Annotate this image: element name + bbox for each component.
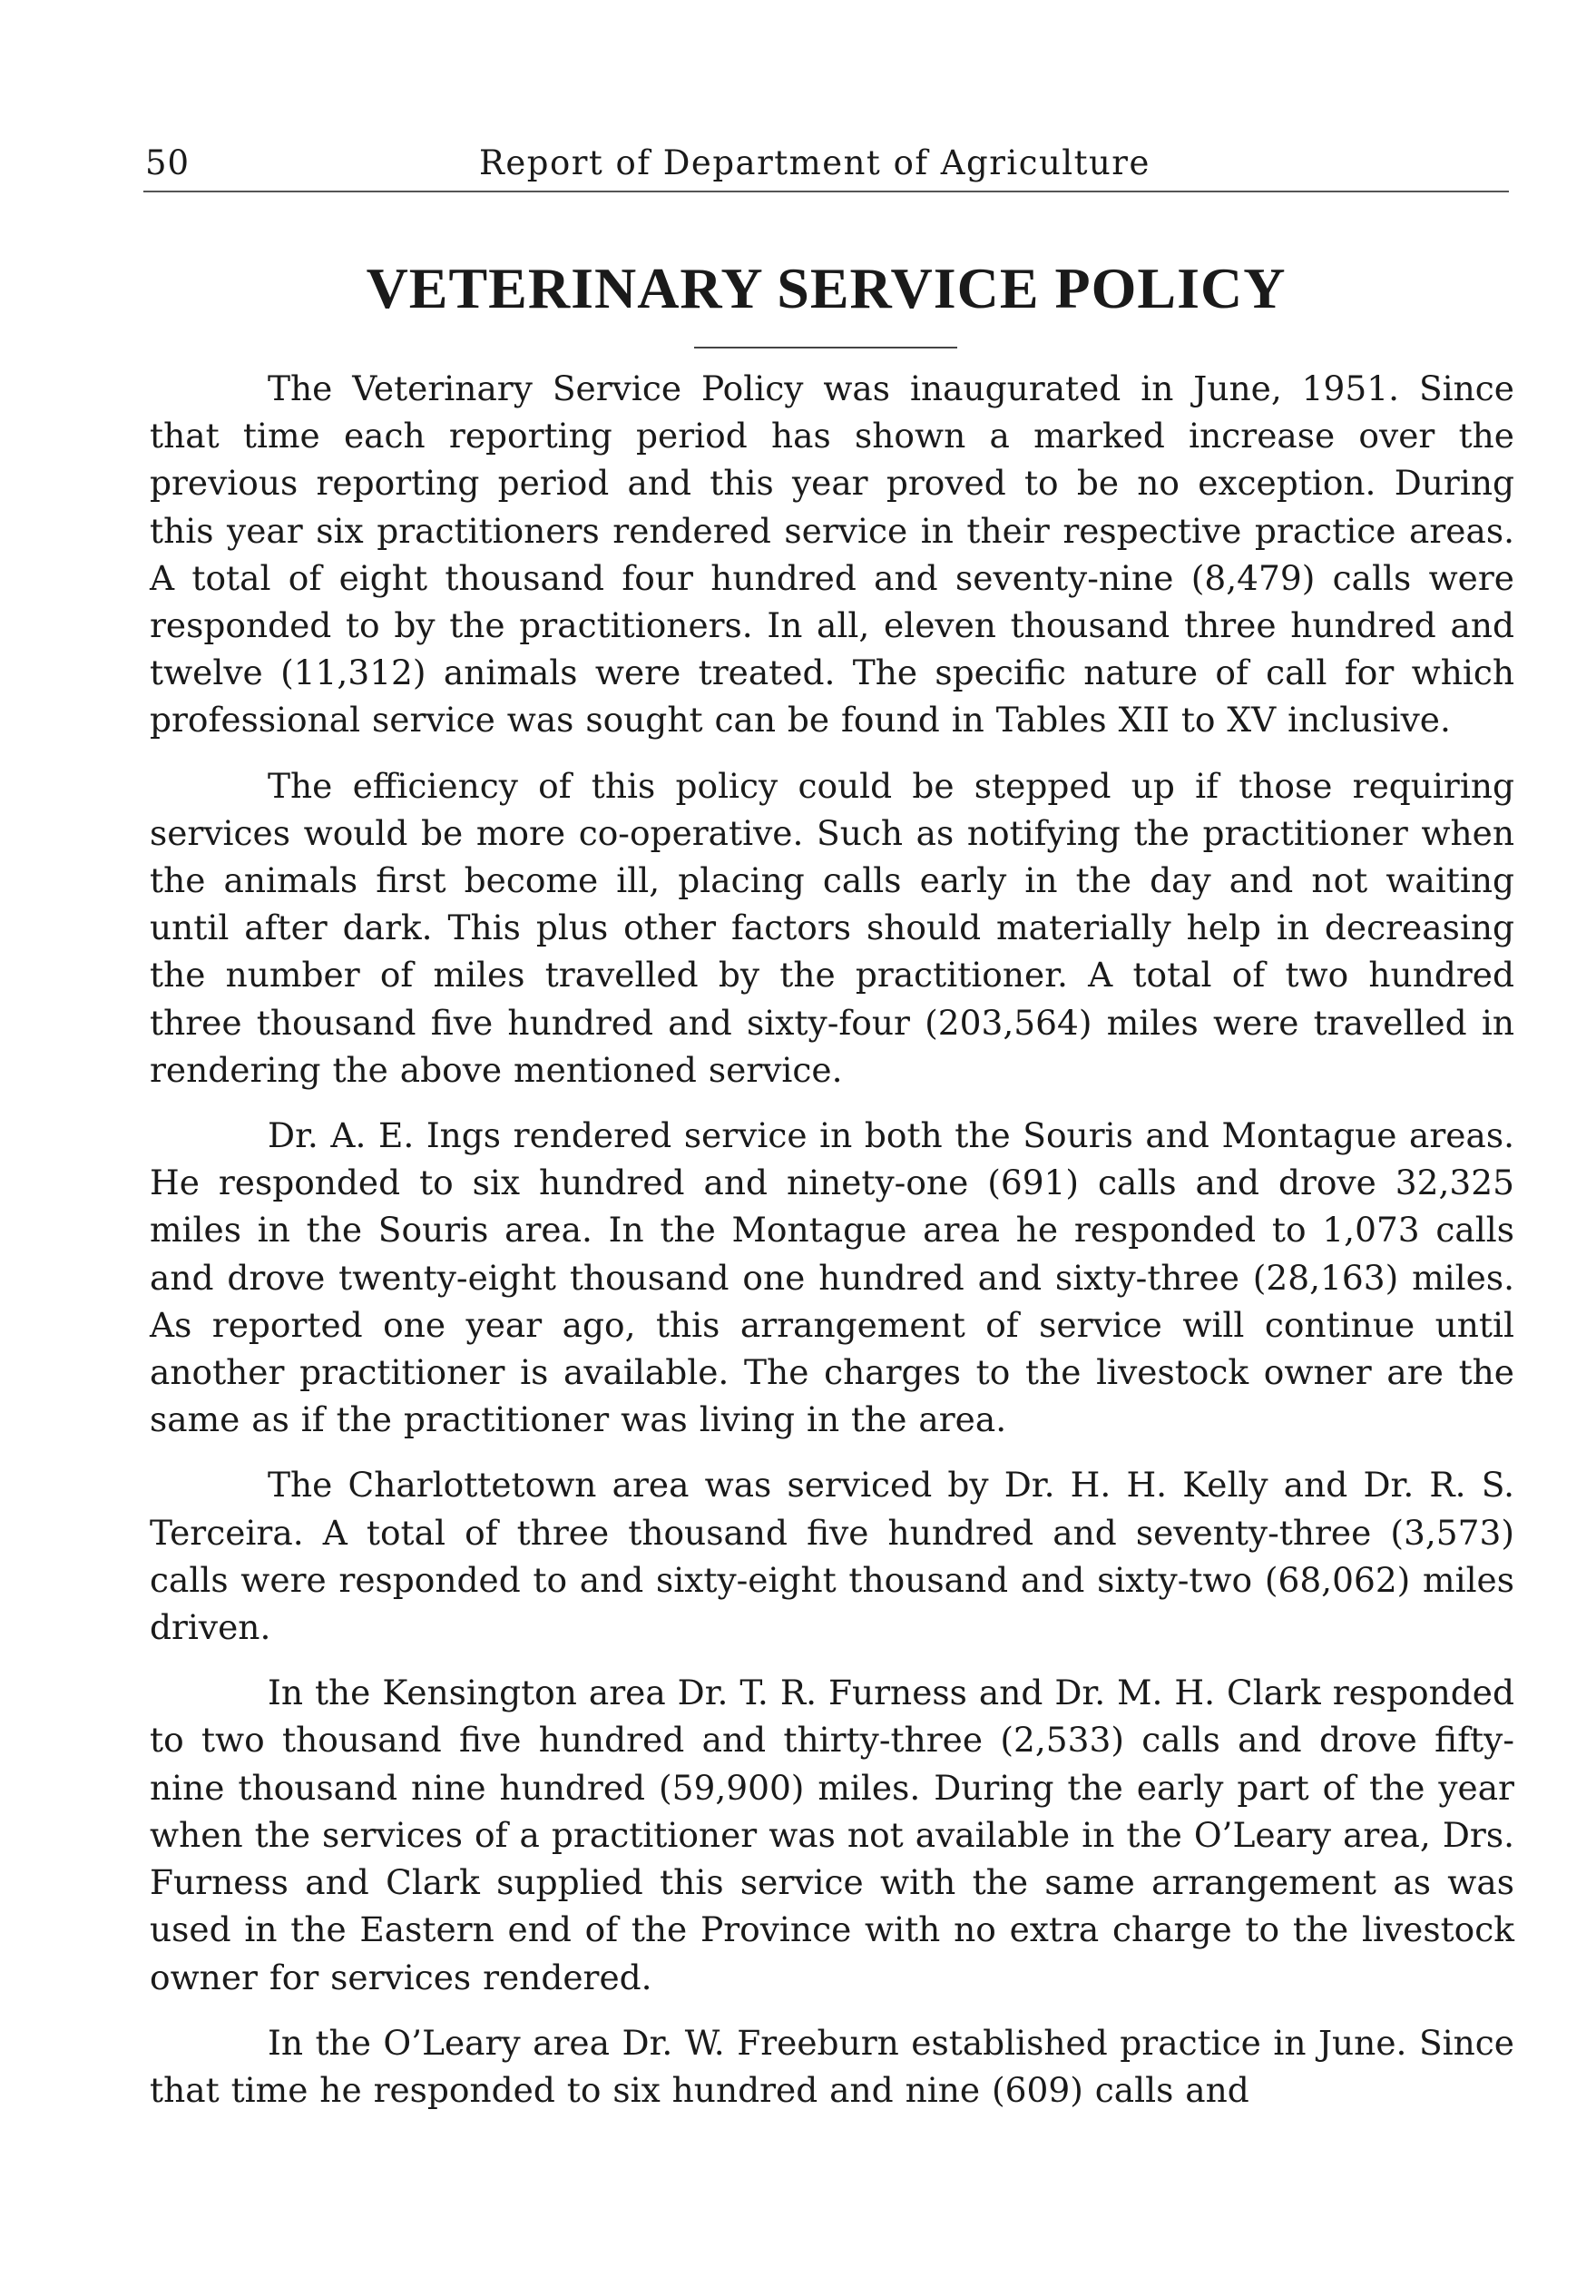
paragraph-kensington: In the Kensington area Dr. T. R. Furness and Dr. M. H. Clark responded to two thousand five hundred and thirty-three (2,533) calls and drove fifty-nine thousand nine hundred (59,900) miles. During the early part of the year when the services of a practitioner was not available in the O’Leary area, Drs. Furness and Clark supplied this service with the same arrangement as was used in the Eastern end of the Province with no extra charge to the livestock owner for services rendered.: [150, 1673, 1514, 1997]
paragraph-souris-montague: Dr. A. E. Ings rendered service in both the Souris and Montague areas. He responded to six hundred and ninety-one (691) calls and drove 32,325 miles in the Souris area. In the Montague area he responded to 1,073 calls and drove twenty-eight thousand one hundred and sixty-three (28,163) miles. As reported one year ago, this arrangement of service will continue until another practitioner is available. The charges to the livestock owner are the same as if the practitioner was living in the area.: [150, 1115, 1514, 1440]
page-title: VETERINARY SERVICE POLICY: [366, 256, 1287, 320]
paragraph-intro: The Veterinary Service Policy was inaugurated in June, 1951. Since that time each reporting period has shown a marked increase over the previous reporting period and this year proved to be no exception. During this year six practitioners rendered service in their respective practice areas. A total of eight thousand four hundred and seventy-nine (8,479) calls were responded to by the practitioners. In all, eleven thousand three hundred and twelve (11,312) animals were treated. The specific nature of call for which professional service was sought can be found in Tables XII to XV inclusive.: [150, 368, 1514, 741]
paragraph-efficiency: The efficiency of this policy could be stepped up if those requiring services would be more co-operative. Such as notifying the practitioner when the animals first become ill, placing calls early in the day and not waiting until after dark. This plus other factors should materially help in decreasing the number of miles travelled by the practitioner. A total of two hundred three thousand five hundred and sixty-four (203,564) miles were travelled in rendering the above mentioned service.: [150, 765, 1514, 1090]
running-title: Report of Department of Agriculture: [479, 143, 1150, 182]
title-divider: [694, 347, 957, 348]
body-text: [150, 365, 1514, 2132]
paragraph-charlottetown: The Charlottetown area was serviced by Dr. H. H. Kelly and Dr. R. S. Terceira. A total of three thousand five hundred and seventy-three (3,573) calls were responded to and sixty-eight thousand and sixty-two (68,062) miles driven.: [150, 1465, 1514, 1648]
running-header: [143, 136, 1509, 192]
paragraph-oleary: In the O’Leary area Dr. W. Freeburn established practice in June. Since that time he responded to six hundred and nine (609) calls and: [150, 2022, 1514, 2110]
page-number: 50: [145, 143, 191, 182]
